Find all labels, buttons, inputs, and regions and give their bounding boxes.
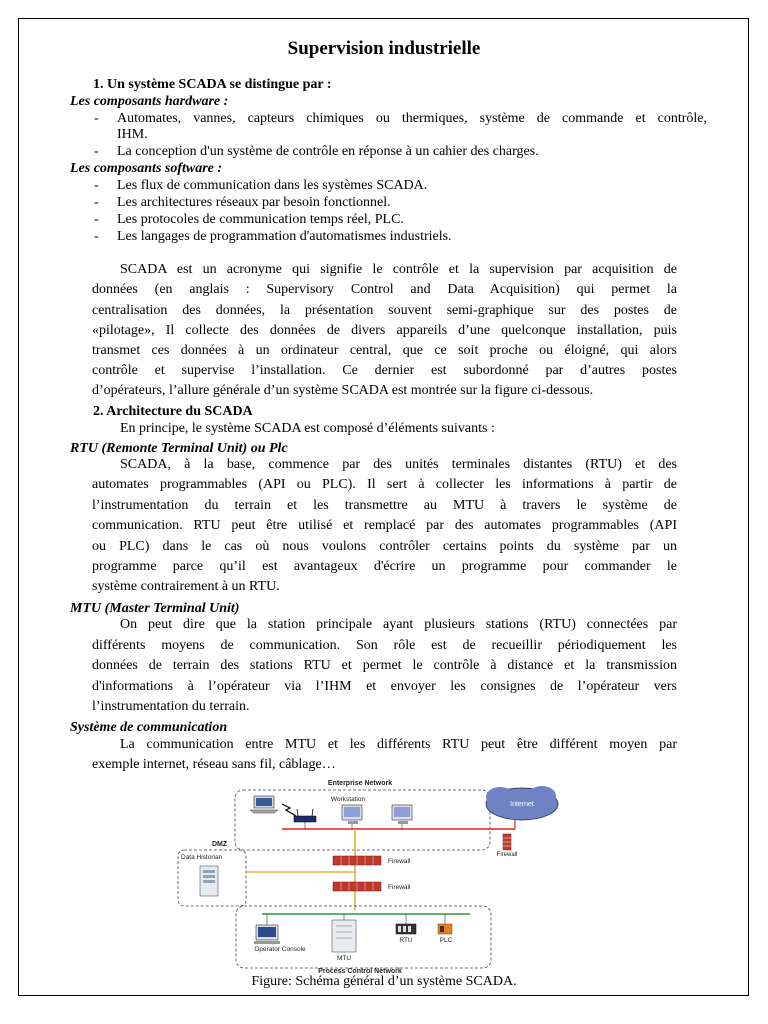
rtu-line: automates programmables (API ou PLC). Il sert à collecter les informations à partir de bbox=[92, 477, 677, 492]
mtu-line: différents moyens de communication. Son rôle est de recueillir périodiquement les bbox=[92, 638, 677, 653]
operator-console-icon bbox=[254, 925, 280, 944]
intro-line: contrôle et supervise l’installation. Ce dernier est subordonné par d’autres postes bbox=[92, 363, 677, 378]
scada-network-diagram bbox=[170, 774, 615, 974]
rtu-label: RTU bbox=[399, 937, 413, 944]
process-control-network-label: Process Control Network bbox=[318, 968, 402, 974]
dmz-label: DMZ bbox=[212, 841, 228, 848]
mtu-label: MTU (Master Terminal Unit) bbox=[70, 601, 240, 616]
software-item: Les architectures réseaux par besoin fonctionnel. bbox=[117, 195, 391, 210]
comm-label: Système de communication bbox=[70, 720, 228, 735]
list-dash: - bbox=[94, 195, 99, 210]
firewall-label: Firewall bbox=[496, 852, 518, 858]
intro-line: transmet ces données à un ordinateur central, que ce soit proche ou éloigné, qui alors bbox=[92, 343, 677, 358]
hardware-label: Les composants hardware : bbox=[70, 94, 229, 109]
intro-line: données (en anglais : Supervisory Control and Data Acquisition) qui permet la bbox=[92, 282, 677, 297]
mtu-server-icon bbox=[332, 920, 356, 952]
plc-label: PLC bbox=[439, 937, 453, 944]
section-2-intro: En principe, le système SCADA est composé d’éléments suivants : bbox=[120, 421, 495, 436]
software-item: Les protocoles de communication temps réel, PLC. bbox=[117, 212, 404, 227]
firewall-icon bbox=[503, 834, 511, 850]
comm-line: La communication entre MTU et les différents RTU peut être différent moyen par bbox=[120, 737, 677, 752]
software-label: Les composants software : bbox=[70, 161, 223, 176]
mtu-line: On peut dire que la station principale ayant plusieurs stations (RTU) connectées par bbox=[120, 617, 677, 632]
plc-icon bbox=[438, 924, 452, 934]
list-dash: - bbox=[94, 229, 99, 244]
rtu-label: RTU (Remonte Terminal Unit) ou Plc bbox=[70, 441, 288, 456]
hardware-item: IHM. bbox=[117, 127, 148, 142]
mtu-line: données de terrain des stations RTU et permet le contrôle à distance et la transmission bbox=[92, 658, 677, 673]
workstation-icon bbox=[392, 805, 412, 824]
firewall-icon bbox=[333, 882, 381, 891]
mtu-line: d'informations à l’opérateur via l’IHM et envoyer les consignes de l’opérateur vers bbox=[92, 679, 677, 694]
rtu-line: programme parce qu’il est avantageux d'écrire un programme pour commander le bbox=[92, 559, 677, 574]
router-icon bbox=[294, 809, 316, 822]
software-item: Les langages de programmation d'automatismes industriels. bbox=[117, 229, 452, 244]
data-historian-label: Data Historian bbox=[181, 854, 223, 861]
wireless-link-icon bbox=[282, 804, 296, 816]
rtu-line: SCADA, à la base, commence par des unités terminales distantes (RTU) et des bbox=[120, 457, 677, 472]
workstation-icon bbox=[342, 805, 362, 824]
firewall-label: Firewall bbox=[388, 884, 411, 891]
list-dash: - bbox=[94, 212, 99, 227]
page-title: Supervision industrielle bbox=[287, 38, 481, 59]
software-item: Les flux de communication dans les systèmes SCADA. bbox=[117, 178, 428, 193]
rtu-line: ou PLC) dans le cas où nous voulons contrôler certains points du système par un bbox=[92, 539, 677, 554]
operator-console-label: Operator Console bbox=[254, 946, 306, 953]
server-icon bbox=[200, 866, 218, 896]
firewall-label: Firewall bbox=[388, 858, 411, 865]
list-dash: - bbox=[94, 178, 99, 193]
intro-line: «pilotage», Il collecte des données de divers appareils d’une quelconque installation, puis bbox=[92, 323, 677, 338]
intro-line: d’opérateurs, l’allure générale d’un système SCADA est montrée sur la figure ci-dessous. bbox=[92, 383, 594, 398]
rtu-line: l’instrumentation du terrain et les transmettre au MTU à travers le système de bbox=[92, 498, 677, 513]
comm-line: exemple internet, réseau sans fil, câblage… bbox=[92, 757, 336, 772]
hardware-item: La conception d'un système de contrôle en réponse à un cahier des charges. bbox=[117, 144, 539, 159]
section-1-heading: 1. Un système SCADA se distingue par : bbox=[93, 77, 332, 92]
rtu-line: communication. RTU peut être utilisé et remplacé par des automates programmables (API bbox=[92, 518, 677, 533]
internet-label: Internet bbox=[510, 801, 534, 808]
mtu-label: MTU bbox=[336, 955, 352, 962]
enterprise-network-label: Enterprise Network bbox=[327, 780, 393, 787]
firewall-icon bbox=[333, 856, 381, 865]
list-dash: - bbox=[94, 144, 99, 159]
intro-line: SCADA est un acronyme qui signifie le contrôle et la supervision par acquisition de bbox=[120, 262, 677, 277]
figure-caption: Figure: Schéma général d’un système SCADA. bbox=[251, 974, 517, 989]
rtu-line: système contrairement à un RTU. bbox=[92, 579, 280, 594]
mtu-line: l’instrumentation du terrain. bbox=[92, 699, 250, 714]
workstation-label: Workstation bbox=[330, 796, 366, 803]
laptop-icon bbox=[250, 796, 278, 813]
section-2-heading: 2. Architecture du SCADA bbox=[93, 404, 253, 419]
rtu-icon bbox=[396, 924, 416, 934]
hardware-item: Automates, vannes, capteurs chimiques ou thermiques, système de commande et contrôle, bbox=[117, 111, 707, 126]
list-dash: - bbox=[94, 111, 99, 126]
intro-line: centralisation des données, la présentation souvent semi-graphique sur des postes de bbox=[92, 303, 677, 318]
